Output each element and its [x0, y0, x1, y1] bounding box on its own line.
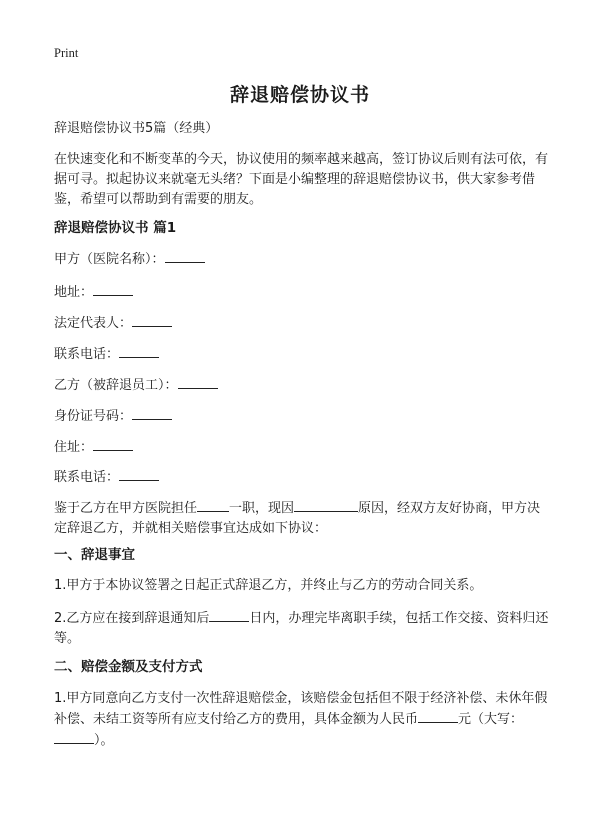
document-title: 辞退赔偿协议书 [229, 84, 370, 106]
field-address-b [54, 437, 133, 458]
field-label: 法定代表人： [54, 316, 133, 331]
fill-blank [54, 730, 94, 744]
clause-2-1 [54, 689, 550, 751]
fill-blank [132, 406, 172, 420]
fill-blank [209, 608, 249, 622]
field-label: 联系电话： [54, 347, 120, 362]
clause-text: 元（大写： [458, 712, 524, 727]
clause-1-1: 1.甲方于本协议签署之日起正式辞退乙方，并终止与乙方的劳动合同关系。 [54, 578, 483, 593]
preamble-text: 鉴于乙方在甲方医院担任 [54, 501, 198, 516]
field-label: 联系电话： [54, 470, 120, 485]
field-phone-a [54, 344, 159, 365]
preamble-text: 一职，现因 [229, 501, 295, 516]
fill-blank [132, 313, 172, 327]
field-party-a [54, 249, 205, 270]
field-label: 身份证号码： [54, 409, 133, 424]
fill-blank [119, 344, 159, 358]
field-label: 乙方（被辞退员工）： [54, 378, 178, 393]
print-link[interactable]: Print [54, 46, 79, 60]
field-phone-b [54, 467, 159, 488]
preamble-text: 原因，经双方友好协商，甲方决定辞退乙方，并就相关赔偿事宜达成如下协议： [54, 501, 541, 536]
field-label: 甲方（医院名称）： [54, 252, 165, 267]
heading-compensation: 二、赔偿金额及支付方式 [54, 659, 203, 675]
field-id-number [54, 406, 172, 427]
clause-1-2 [54, 608, 550, 649]
fill-blank [294, 498, 358, 512]
clause-text: 日内，办理完毕离职手续，包括工作交接、资料归还等。 [54, 611, 549, 646]
clause-text: 2.乙方应在接到辞退通知后 [54, 611, 210, 626]
fill-blank [178, 375, 218, 389]
fill-blank [418, 709, 458, 723]
field-label: 住址： [54, 440, 94, 455]
fill-blank [93, 282, 133, 296]
fill-blank [93, 437, 133, 451]
field-legal-rep [54, 313, 172, 334]
field-address-a [54, 282, 133, 303]
field-label: 地址： [54, 285, 94, 300]
fill-blank [119, 467, 159, 481]
document-subtitle: 辞退赔偿协议书5篇（经典） [54, 121, 219, 136]
section-title: 辞退赔偿协议书 篇1 [54, 220, 177, 236]
intro-paragraph: 在快速变化和不断变革的今天，协议使用的频率越来越高，签订协议后则有法可依，有据可寻。拟起协议来就毫无头绪？下面是小编整理的辞退赔偿协议书，供大家参考借鉴，希望可以帮助到有需要的朋友。 [54, 152, 549, 207]
preamble-paragraph [54, 498, 550, 539]
field-party-b [54, 375, 218, 396]
fill-blank [197, 498, 229, 512]
fill-blank [165, 249, 205, 263]
clause-text: ）。 [94, 733, 114, 748]
clause-text: 1.甲方同意向乙方支付一次性辞退赔偿金，该赔偿金包括但不限于经济补偿、未休年假补偿、未结工资等所有应支付给乙方的费用，具体金额为人民币 [54, 691, 548, 727]
heading-dismissal: 一、辞退事宜 [54, 547, 135, 563]
